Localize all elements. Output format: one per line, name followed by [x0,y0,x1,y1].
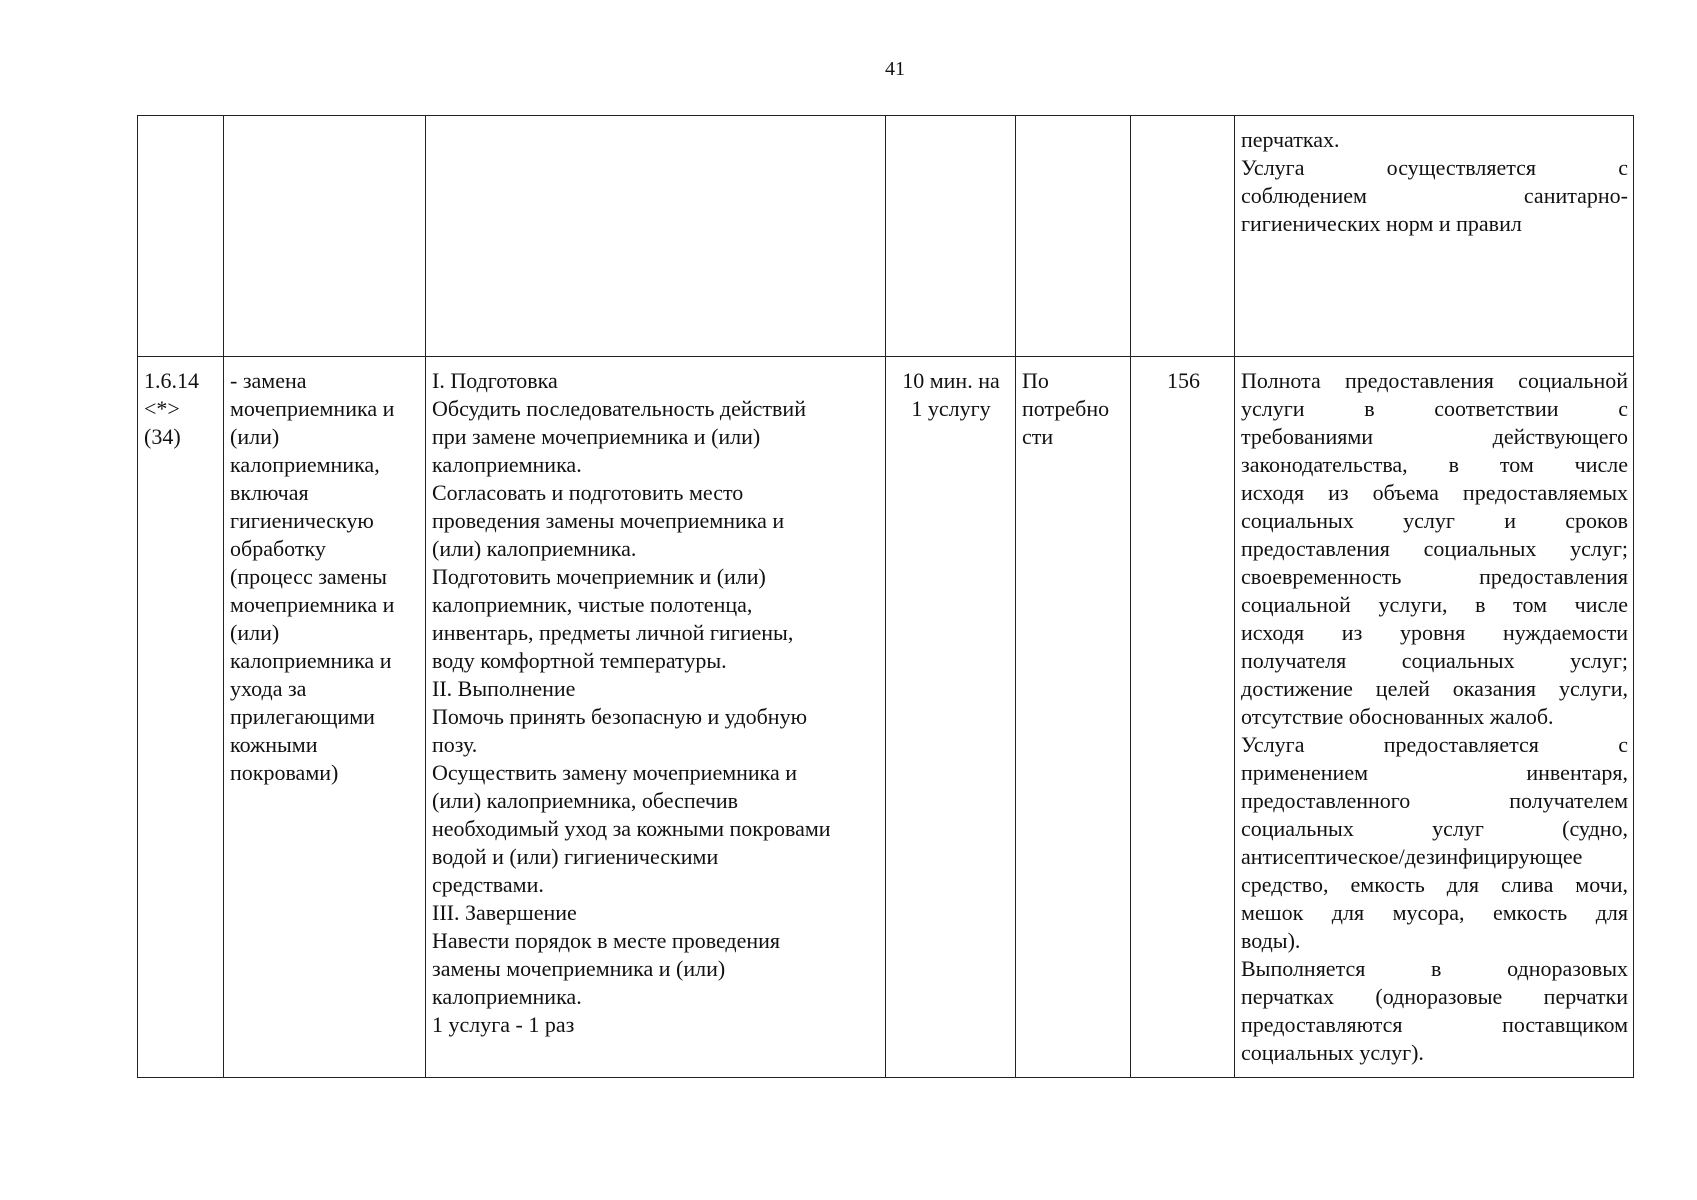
text-line: калоприемник, чистые полотенца, [432,592,753,617]
text-line: воду комфортной температуры. [432,648,727,673]
section-heading: III. Завершение [432,900,577,925]
text-line: перчатках. [1241,127,1340,152]
text-line: проведения замены мочеприемника и [432,508,785,533]
text-line: Выполняется в одноразовых [1241,956,1628,981]
code-number: 1.6.14 [144,368,199,393]
text-line: отсутствие обоснованных жалоб. [1241,704,1554,729]
text-line: социальных услуг (судно, [1241,816,1628,841]
text-line: средствами. [432,872,544,897]
text-line: воды). [1241,928,1301,953]
text-line: антисептическое/дезинфицирующее [1241,844,1583,869]
services-table [137,115,1634,1078]
text-line: мешок для мусора, емкость для [1241,900,1628,925]
text-line: (или) калоприемника, обеспечив [432,788,739,813]
cell-price [1131,116,1235,357]
text-line: инвентарь, предметы личной гигиены, [432,620,794,645]
text-line: мочеприемника и [230,592,395,617]
text-line: перчатках (одноразовые перчатки [1241,984,1628,1009]
text-line: Услуга осуществляется с [1241,155,1628,180]
text-line: покровами) [230,760,339,785]
cell-quality-conditions [1235,357,1634,1078]
text-line: социальных услуг и сроков [1241,508,1628,533]
text-line: ухода за [230,676,307,701]
text-line: Навести порядок в месте проведения [432,928,781,953]
text-line: 10 мин. на [902,368,1000,393]
text-line: обработку [230,536,326,561]
text-line: предоставленного получателем [1241,788,1628,813]
text-line: Обсудить последовательность действий [432,396,806,421]
text-line: калоприемника, [230,452,380,477]
text-line: Согласовать и подготовить место [432,480,744,505]
code-marker: <*> [144,396,180,421]
text-line: гигиенических норм и правил [1241,211,1522,236]
text-line: мочеприемника и [230,396,395,421]
text-line: исходя из объема предоставляемых [1241,480,1628,505]
text-line: социальной услуги, в том числе [1241,592,1628,617]
text-line: Услуга предоставляется с [1241,732,1628,757]
text-line: - замена [230,368,307,393]
cell-service-name [224,116,426,357]
table-row-1-6-14 [138,357,1634,1078]
cell-service-content [426,116,886,357]
text-line: при замене мочеприемника и (или) [432,424,761,449]
text-line: (или) [230,620,280,645]
text-line: достижение целей оказания услуги, [1241,676,1628,701]
text-line: соблюдением санитарно- [1241,183,1628,208]
text-line: предоставления социальных услуг; [1241,536,1628,561]
text-line: своевременность предоставления [1241,564,1628,589]
page-number: 41 [885,58,905,80]
section-heading: II. Выполнение [432,676,576,701]
text-line: потребно [1022,396,1110,421]
cell-quality-conditions [1235,116,1634,357]
text-line: предоставляются поставщиком [1241,1012,1628,1037]
text-line: водой и (или) гигиеническими [432,844,719,869]
text-line: социальных услуг). [1241,1040,1424,1065]
text-line: (или) калоприемника. [432,536,637,561]
text-line: 1 услугу [911,396,991,421]
text-line: включая [230,480,309,505]
text-line: калоприемника. [432,984,582,1009]
text-line: Помочь принять безопасную и удобную [432,704,807,729]
cell-frequency [1016,116,1131,357]
text-line: гигиеническую [230,508,374,533]
text-line: позу. [432,732,478,757]
text-line: прилегающими [230,704,375,729]
text-line: применением инвентаря, [1241,760,1628,785]
cell-duration [886,116,1016,357]
cell-code [138,357,224,1078]
cell-frequency [1016,357,1131,1078]
cell-duration [886,357,1016,1078]
text-line: Полнота предоставления социальной [1241,368,1628,393]
table-row-continuation [138,116,1634,357]
text-line: калоприемника и [230,648,392,673]
text-line: получателя социальных услуг; [1241,648,1628,673]
text-line: По [1022,368,1049,393]
text-line: кожными [230,732,318,757]
cell-code [138,116,224,357]
text-line: требованиями действующего [1241,424,1628,449]
cell-service-name [224,357,426,1078]
section-heading: I. Подготовка [432,368,558,393]
text-line: замены мочеприемника и (или) [432,956,726,981]
text-line: (или) [230,424,280,449]
text-line: Осуществить замену мочеприемника и [432,760,798,785]
text-line: средство, емкость для слива мочи, [1241,872,1628,897]
code-ref: (34) [144,424,181,449]
text-line: (процесс замены [230,564,387,589]
cell-price: 156 [1131,357,1235,1078]
text-line: законодательства, в том числе [1241,452,1628,477]
text-line: исходя из уровня нуждаемости [1241,620,1628,645]
text-line: сти [1022,424,1054,449]
text-line: услуги в соответствии с [1241,396,1628,421]
text-line: 1 услуга - 1 раз [432,1012,575,1037]
text-line: Подготовить мочеприемник и (или) [432,564,766,589]
text-line: необходимый уход за кожными покровами [432,816,831,841]
text-line: калоприемника. [432,452,582,477]
cell-service-content [426,357,886,1078]
